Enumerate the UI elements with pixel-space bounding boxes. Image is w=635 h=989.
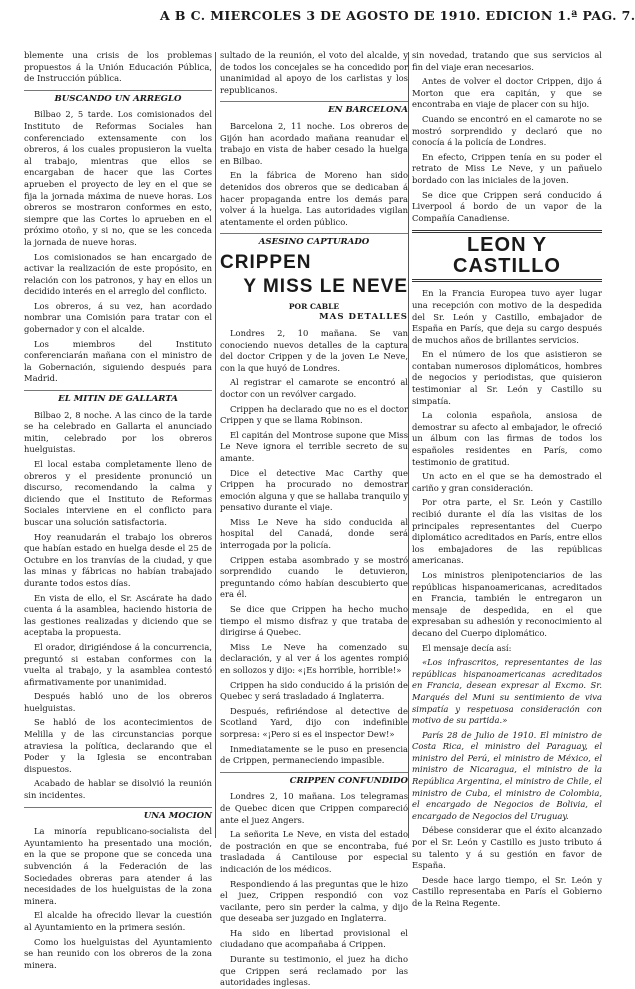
paragraph: Débese considerar que el éxito alcanzado por el Sr. León y Castillo es justo tributo á su talento y á su gestión en favor de España. <box>412 825 602 871</box>
paragraph: Antes de volver el doctor Crippen, dijo á Morton que era capitán, y que se encontraba en viaje de placer con su hijo. <box>412 76 602 110</box>
paragraph: Por otra parte, el Sr. León y Castillo recibió durante el día las visitas de los principales representantes del Cuerpo diplomático acreditados en París, entre ellos los embajadores de las repúblicas americanas. <box>412 497 602 566</box>
paragraph: Crippen ha declarado que no es el doctor Crippen y que se llama Robinson. <box>220 403 408 426</box>
column-divider-1 <box>215 52 216 838</box>
paragraph: El alcalde ha ofrecido llevar la cuestión al Ayuntamiento en la primera sesión. <box>24 910 212 932</box>
paragraph: El mensaje decía así: <box>422 642 512 653</box>
paragraph: Miss Le Neve ha comenzado su declaración, y al ver á los agentes rompió en sollozos y dijo: «¡Es horrible, horrible!» <box>220 641 408 675</box>
paragraph: Se dice que Crippen será conducido á Liverpool á bordo de un vapor de la Compañía Canadiense. <box>412 189 602 223</box>
paragraph: El orador, dirigiéndose á la concurrencia, preguntó si estaban conformes con la vuelta al trabajo, y la asamblea contestó afirmativamente por unanimidad. <box>24 641 212 687</box>
paragraph: Londres 2, 10 mañana. Se van conociendo nuevos detalles de la captura del doctor Crippen y de la joven Le Neve, con la que huyó de Londres. <box>220 327 408 373</box>
paragraph: «Los infrascritos, representantes de las repúblicas hispanoamericanas acreditados en Francia, desean expresar al Excmo. Sr. Marqués del Muni su sentimiento de viva simpatía y respetuosa consideración con motivo de su partida.» <box>412 657 602 726</box>
paragraph: El local estaba completamente lleno de obreros y el presidente pronunció un discurso, recomendando la calma y diciendo que el Instituto de Reformas Sociales interviene en el conflicto para buscar una solución satisfactoria. <box>24 459 212 527</box>
section-heading: EN BARCELONA <box>220 101 408 117</box>
paragraph: Un acto en el que se ha demostrado el cariño y gran consideración. <box>412 471 602 493</box>
paragraph: Después, refiriéndose al detective de Scotland Yard, dijo con indefinible sorpresa: «¡Pero si es el inspector Dew!» <box>220 705 408 739</box>
paragraph: Dice el detective Mac Carthy que Crippen ha procurado no demostrar emoción alguna y que se hallaba tranquilo y pensativo durante el viaje. <box>220 467 408 513</box>
paragraph: Barcelona 2, 11 noche. Los obreros de Gijón han acordado mañana reanudar el trabajo en vista de haber cesado la huelga en Bilbao. <box>220 120 408 166</box>
paragraph: Los ministros plenipotenciarios de las repúblicas hispanoamericanas, acreditados en Francia, también le entregaron un mensaje de despedida, en el que expresaban su adhesión y reconocimiento al decano del Cuerpo diplomático. <box>412 569 602 638</box>
section-heading: UNA MOCION <box>24 807 212 823</box>
paragraph: sultado de la reunión, el voto del alcalde, y de todos los concejales se ha concedido por unanimidad al apoyo de los carlistas y los republicanos. <box>220 50 408 95</box>
article-title: LEON Y CASTILLO <box>412 230 602 282</box>
paragraph: En efecto, Crippen tenía en su poder el retrato de Miss Le Neve, y un pañuelo bordado con las iniciales de la joven. <box>412 151 602 185</box>
paragraph: Cuando se encontró en el camarote no se mostró sorprendido y declaró que no conocía á la policía de Londres. <box>412 113 602 148</box>
paragraph: Acabado de hablar se disolvió la reunión sin incidentes. <box>24 778 212 801</box>
paragraph: Respondiendo á las preguntas que le hizo el juez, Crippen respondió con voz vacilante, pero sin perder la calma, y dijo que deseaba ser juzgado en Inglaterra. <box>220 878 408 924</box>
article-title: CRIPPEN <box>220 251 312 273</box>
column-right <box>412 50 602 908</box>
paragraph: Crippen ha sido conducido á la prisión de Quebec y será trasladado á Inglaterra. <box>220 679 408 702</box>
paragraph: Como los huelguistas del Ayuntamiento se han reunido con los obreros de la zona minera. <box>24 936 212 970</box>
paragraph: París 28 de Julio de 1910. El ministro de Costa Rica, el ministro del Paraguay, el ministro del Perú, el ministro de México, el ministro de Nicaragua, el ministro de la República Argentina, el ministro de Chile, el ministro de Cuba, el ministro de Colombia, el encargado de Negocios de Bolivia, el encargado de Negocios del Uruguay. <box>412 729 602 821</box>
column-middle <box>220 50 408 988</box>
paragraph: Desde hace largo tiempo, el Sr. León y Castillo representaba en París el Gobierno de la Reina Regente. <box>412 874 602 908</box>
paragraph: sin novedad, tratando que sus servicios al fin del viaje eran necesarios. <box>412 50 602 72</box>
section-heading: EL MITIN DE GALLARTA <box>24 390 212 406</box>
column-left <box>24 50 212 970</box>
paragraph: Durante su testimonio, el juez ha dicho que Crippen será reclamado por las autoridades inglesas. <box>220 954 408 988</box>
column-divider-2 <box>408 52 409 838</box>
paragraph: Los obreros, á su vez, han acordado nombrar una Comisión para tratar con el gobernador y con el alcalde. <box>24 300 212 335</box>
paragraph: Bilbao 2, 8 noche. A las cinco de la tarde se ha celebrado en Gallarta el anunciado mitin, celebrado por los obreros huelguistas. <box>24 409 212 455</box>
paragraph: Los miembros del Instituto conferenciarán mañana con el ministro de la Gobernación, siguiendo después para Madrid. <box>24 338 212 384</box>
paragraph: La colonia española, ansiosa de demostrar su afecto al embajador, le ofreció un álbum con las firmas de todos los españoles residentes en París, como testimonio de gratitud. <box>412 410 602 467</box>
paragraph: Se dice que Crippen ha hecho mucho tiempo el mismo disfraz y que trataba de dirigirse á Quebec. <box>220 604 408 638</box>
paragraph: Los comisionados se han encargado de activar la realización de este propósito, en relación con los patronos, y hay en ellos un decidido interés en el arreglo del conflicto. <box>24 251 212 297</box>
paragraph: La señorita Le Neve, en vista del estado de postración en que se encontraba, fué trasladada á Cantilouse por especial indicación de los médicos. <box>220 829 408 874</box>
paragraph: Hoy reanudarán el trabajo los obreros que habían estado en huelga desde el 25 de Octubre en los tranvías de la ciudad, y que las minas y fábricas no habían trabajado durante todos estos días. <box>24 531 212 588</box>
section-heading: CRIPPEN CONFUNDIDO <box>220 772 408 788</box>
paragraph: En el número de los que asistieron se contaban numerosos diplomáticos, hombres de negocios y periodistas, que quisieron testimoniar al Sr. León y Castillo su simpatía. <box>412 349 602 406</box>
sub-title: MAS DETALLES <box>319 312 408 323</box>
paragraph: blemente una crisis de los problemas propuestos á la Unión Educación Pública, de Instrucción pública. <box>24 50 212 84</box>
section-heading: BUSCANDO UN ARREGLO <box>24 90 212 106</box>
paragraph: Se habló de los acontecimientos de Melilla y de las circunstancias porque atraviesa la política, declarando que el Poder y la Iglesia se encontraban dispuestos. <box>24 717 212 774</box>
paragraph: En la Francia Europea tuvo ayer lugar una recepción con motivo de la despedida del Sr. León y Castillo, embajador de España en París, que deja su cargo después de muchos años de brillantes servicios. <box>412 288 602 345</box>
paragraph: Miss Le Neve ha sido conducida al hospital del Canadá, donde será interrogada por la policía. <box>220 516 408 551</box>
article-title: Y MISS LE NEVE <box>243 275 408 297</box>
paragraph: Crippen estaba asombrado y se mostró sorprendido cuando le detuvieron, preguntando cómo habían descubierto que era él. <box>220 554 408 600</box>
section-heading: ASESINO CAPTURADO <box>220 233 408 249</box>
paragraph: La minoría republicano-socialista del Ayuntamiento ha presentado una moción, en la que se propone que se conceda una subvención á la Federación de las Sociedades obreras para atender á las necesidades de los huelguistas de la zona minera. <box>24 826 212 906</box>
paragraph: Inmediatamente se le puso en presencia de Crippen, permaneciendo impasible. <box>220 743 408 766</box>
paragraph: Ha sido en libertad provisional el ciudadano que acompañaba á Crippen. <box>220 927 408 950</box>
paragraph: Londres 2, 10 mañana. Los telegramas de Quebec dicen que Crippen compareció ante el juez Angers. <box>220 791 408 825</box>
paragraph: Bilbao 2, 5 tarde. Los comisionados del Instituto de Reformas Sociales han conferenciado extensamente con los obreros, á los cuales propusieron la vuelta al trabajo, mientras que ellos se encargaban de hacer que las Cortes aprueben el proyecto de ley en el que se fija la jornada máxima de nueve horas. Los obreros se mostraron conformes en esto, siempre que las Cortes lo aprueben en el próximo otoño, y si no, que se les conceda la jornada de nueve horas. <box>24 109 212 247</box>
paragraph: Al registrar el camarote se encontró al doctor con un revólver cargado. <box>220 377 408 399</box>
paragraph: El capitán del Montrose supone que Miss Le Neve ignora el terrible secreto de su amante. <box>220 429 408 463</box>
byline: POR CABLE <box>288 301 340 311</box>
paragraph: Después habló uno de los obreros huelguistas. <box>24 691 212 713</box>
paragraph: En vista de ello, el Sr. Ascárate ha dado cuenta á la asamblea, haciendo historia de las gestiones realizadas y diciendo que se aceptaba la propuesta. <box>24 592 212 638</box>
page-header: A B C. MIERCOLES 3 DE AGOSTO DE 1910. EDICION 1.ª PAG. 7. <box>160 8 635 23</box>
paragraph: En la fábrica de Moreno han sido detenidos dos obreros que se dedicaban á hacer propaganda entre los demás para volver á la huelga. Las autoridades vigilan atentamente el orden público. <box>220 170 408 227</box>
